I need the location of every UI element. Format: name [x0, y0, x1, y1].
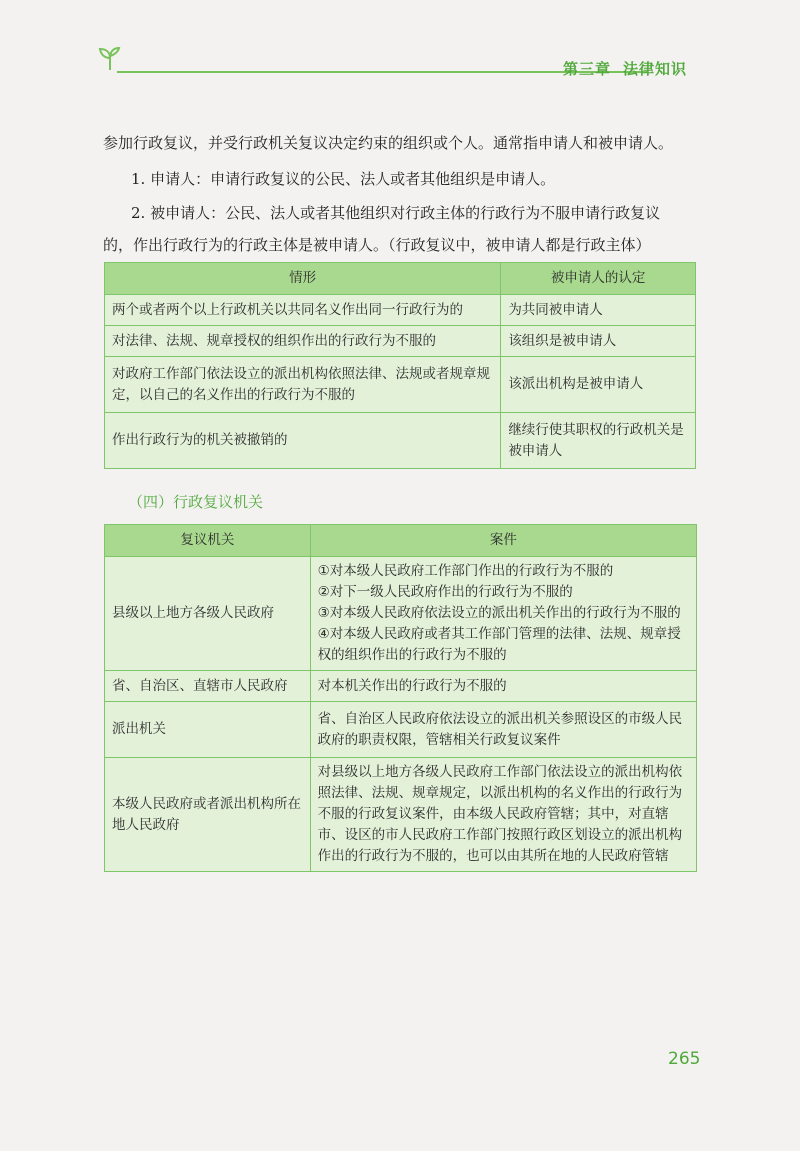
table-row [105, 357, 696, 413]
page-number: 265 [668, 1049, 701, 1069]
respondent-table [104, 262, 696, 469]
section-title: （四）行政复议机关 [128, 493, 264, 511]
paragraph-participants: 参加行政复议，并受行政机关复议决定约束的组织或个人。通常指申请人和被申请人。 [103, 134, 674, 152]
table-cell: 对法律、法规、规章授权的组织作出的行政行为不服的 [105, 326, 501, 357]
case-item: 对本机关作出的行政行为不服的 [317, 677, 507, 694]
table-row [105, 758, 697, 872]
paragraph-respondent-line2: 的，作出行政行为的行政主体是被申请人。（行政复议中，被申请人都是行政主体） [103, 236, 651, 254]
chapter-number: 第三章 [562, 60, 611, 78]
table-row [105, 295, 696, 326]
table-cell: 派出机关 [105, 702, 311, 758]
table-cell: 两个或者两个以上行政机关以共同名义作出同一行政行为的 [105, 295, 501, 326]
table-cell [310, 702, 696, 758]
case-item: ④对本级人民政府或者其工作部门管理的法律、法规、规章授权的组织作出的行政行为不服的 [317, 626, 681, 663]
table-header: 被申请人的认定 [501, 263, 696, 295]
sprout-icon [95, 44, 125, 74]
table-cell: 对政府工作部门依法设立的派出机构依照法律、法规或者规章规定，以自己的名义作出的行政行为不服的 [105, 357, 501, 413]
table-cell: 为共同被申请人 [501, 295, 696, 326]
paragraph-respondent-line1: 2. 被申请人：公民、法人或者其他组织对行政主体的行政行为不服申请行政复议 [131, 204, 661, 222]
case-item: ③对本级人民政府依法设立的派出机关作出的行政行为不服的 [317, 605, 681, 621]
table-cell: 继续行使其职权的行政机关是被申请人 [501, 413, 696, 469]
case-item: ②对下一级人民政府作出的行政行为不服的 [317, 584, 573, 600]
table-cell: 该派出机构是被申请人 [501, 357, 696, 413]
table-cell [310, 557, 696, 671]
table-row [105, 557, 697, 671]
table-row [105, 671, 697, 702]
table-cell: 该组织是被申请人 [501, 326, 696, 357]
chapter-title: 法律知识 [622, 60, 687, 78]
table-row [105, 326, 696, 357]
table-cell: 本级人民政府或者派出机构所在地人民政府 [105, 758, 311, 872]
page-header [95, 44, 695, 80]
table-row [105, 702, 697, 758]
case-item: ①对本级人民政府工作部门作出的行政行为不服的 [317, 563, 614, 579]
table-header-row [105, 263, 696, 295]
table-cell: 作出行政行为的机关被撤销的 [105, 413, 501, 469]
case-item: 对县级以上地方各级人民政府工作部门依法设立的派出机构依照法律、法规、规章规定，以派出机构的名义作出的行政行为不服的行政复议案件，由本级人民政府管辖；其中，对直辖市、设区的市人民政府工作部门按照行政区划设立的派出机构作出的行政行为不服的，也可以由其所在地的人民政府管辖 [317, 764, 683, 864]
table-header: 情形 [105, 263, 501, 295]
paragraph-respondent [103, 197, 693, 261]
table-cell [310, 671, 696, 702]
paragraph-applicant: 1. 申请人：申请行政复议的公民、法人或者其他组织是申请人。 [131, 170, 556, 188]
table-header: 案件 [310, 525, 696, 557]
table-header-row [105, 525, 697, 557]
table-cell: 县级以上地方各级人民政府 [105, 557, 311, 671]
table-header: 复议机关 [105, 525, 311, 557]
case-item: 省、自治区人民政府依法设立的派出机关参照设区的市级人民政府的职责权限，管辖相关行政复议案件 [317, 710, 683, 748]
chapter-label [551, 58, 687, 79]
table-cell: 省、自治区、直辖市人民政府 [105, 671, 311, 702]
table-cell [310, 758, 696, 872]
review-authority-table [104, 524, 697, 872]
table-row [105, 413, 696, 469]
